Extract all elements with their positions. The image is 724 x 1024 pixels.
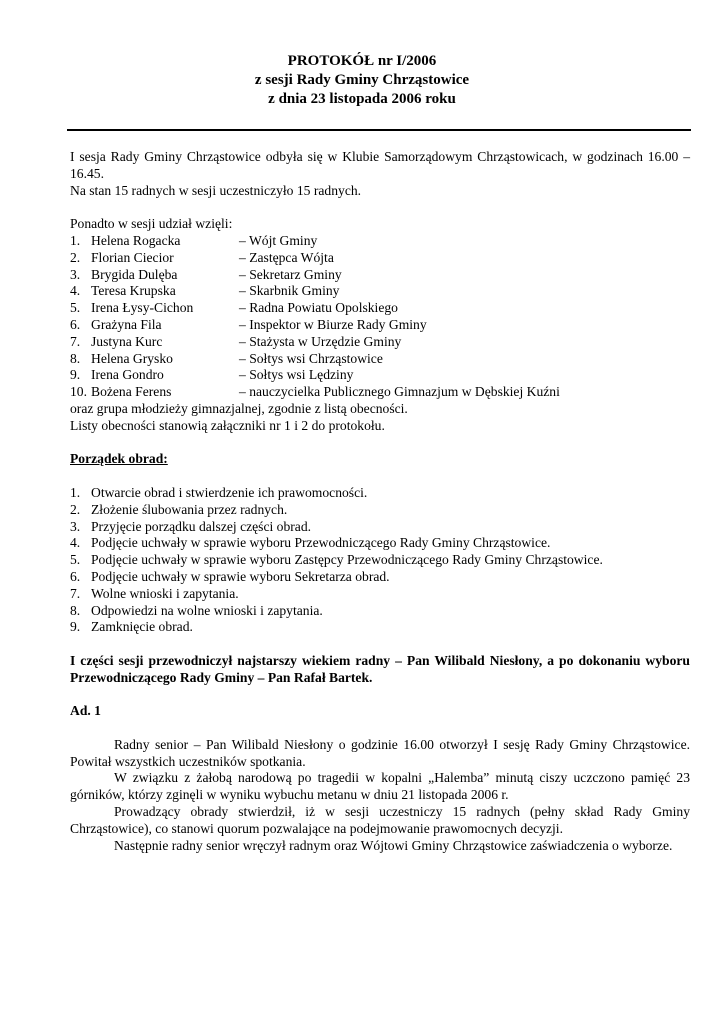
intro-paragraph: I sesja Rady Gminy Chrząstowice odbyła się w Klubie Samorządowym Chrząstowicach, w godzinach 16.00 – 16.45. [70,149,690,181]
ad1-paragraph-quorum: Prowadzący obrady stwierdził, iż w sesji uczestniczy 15 radnych (pełny skład Rady Gminy Chrząstowice), co stanowi quorum pozwalające na podejmowanie prawomocnych decyzji. [70,804,690,836]
header-divider [67,129,691,131]
session-subtitle: z sesji Rady Gminy Chrząstowice [254,72,470,88]
list-item: 3. Brygida Dulęba – Sekretarz Gminy [70,266,342,282]
ad1-heading: Ad. 1 [70,703,101,719]
ad1-paragraph-certificates: Następnie radny senior wręczył radnym oraz Wójtowi Gminy Chrząstowice zaświadczenia o wyborze. [114,837,673,853]
protocol-title: PROTOKÓŁ nr I/2006 [287,53,437,69]
list-item: 6. Grażyna Fila – Inspektor w Biurze Rady Gminy [70,316,427,332]
document-body [70,149,690,854]
ad1-paragraph-minute-silence: W związku z żałobą narodową po tragedii w kopalni „Halemba” minutą ciszy uczczono pamięć 23 górników, którzy zginęli w wyniku wybuchu metanu w dniu 21 listopada 2006 r. [70,770,690,803]
list-item: 9. Zamknięcie obrad. [70,619,193,635]
chair-note: I części sesji przewodniczył najstarszy wiekiem radny – Pan Wilibald Niesłony, a po dokonaniu wyboru Przewodniczącego Rady Gminy – Pan Rafał Bartek. [70,652,690,685]
participants-list [70,233,690,401]
list-item: 3. Przyjęcie porządku dalszej części obrad. [70,518,312,534]
list-item: 7. Justyna Kurc – Stażysta w Urzędzie Gminy [70,333,402,349]
list-item: 7. Wolne wnioski i zapytania. [70,585,239,601]
youth-group-note: oraz grupa młodzieży gimnazjalnej, zgodnie z listą obecności. [70,400,408,416]
list-item: 1. Helena Rogacka – Wójt Gminy [70,232,318,248]
agenda-list [70,485,690,636]
attendance-paragraph: Na stan 15 radnych w sesji uczestniczyło 15 radnych. [70,182,362,198]
attachments-note: Listy obecności stanowią załączniki nr 1 i 2 do protokołu. [70,417,385,433]
list-item: 2. Florian Ciecior – Zastępca Wójta [70,249,334,265]
list-item: 8. Helena Grysko – Sołtys wsi Chrząstowice [70,350,383,366]
ad1-paragraph-opening: Radny senior – Pan Wilibald Niesłony o godzinie 16.00 otworzył I sesję Rady Gminy Chrząstowice. Powitał wszystkich uczestników spotkania. [70,736,690,769]
list-item: 9. Irena Gondro – Sołtys wsi Lędziny [70,367,354,383]
list-item: 1. Otwarcie obrad i stwierdzenie ich prawomocności. [70,484,368,500]
list-item: 4. Podjęcie uchwały w sprawie wyboru Przewodniczącego Rady Gminy Chrząstowice. [70,535,551,551]
list-item: 2. Złożenie ślubowania przez radnych. [70,501,288,517]
list-item: 10. Bożena Ferens – nauczycielka Publicznego Gimnazjum w Dębskiej Kuźni [70,384,560,400]
list-item: 5. Irena Łysy-Cichon – Radna Powiatu Opolskiego [70,300,398,316]
document-header [0,52,724,109]
list-item: 8. Odpowiedzi na wolne wnioski i zapytania. [70,602,323,618]
list-item: 4. Teresa Krupska – Skarbnik Gminy [70,283,340,299]
participants-heading: Ponadto w sesji udział wzięli: [70,216,233,232]
session-date: z dnia 23 listopada 2006 roku [268,91,456,107]
list-item: 6. Podjęcie uchwały w sprawie wyboru Sekretarza obrad. [70,568,390,584]
agenda-heading: Porządek obrad: [70,451,168,467]
list-item: 5. Podjęcie uchwały w sprawie wyboru Zastępcy Przewodniczącego Rady Gminy Chrząstowice. [70,552,603,568]
